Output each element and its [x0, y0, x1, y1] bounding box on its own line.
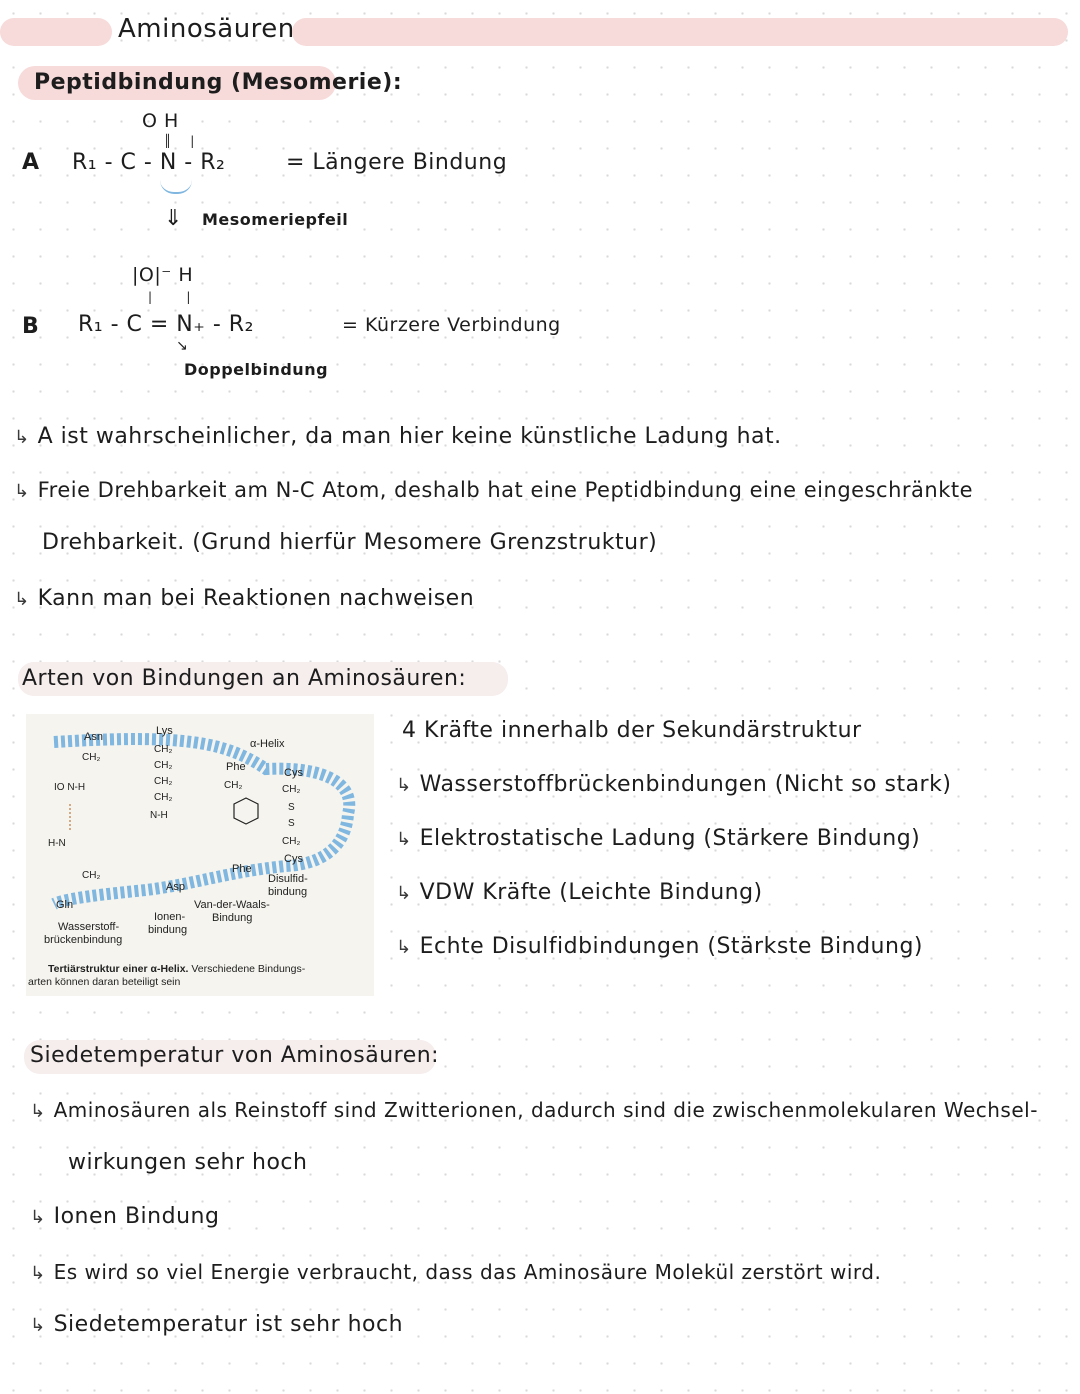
svg-text:N-H: N-H	[150, 810, 168, 821]
double-bond-pointer-icon: ↘	[176, 338, 188, 354]
structure-b-formula: R₁ - C = N₊ - R₂	[78, 312, 254, 337]
peptide-bullet-2: ↳ Freie Drehbarkeit am N-C Atom, deshalb hat eine Peptidbindung eine eingeschränkte	[14, 478, 974, 502]
mesomeric-arrow-label: Mesomeriepfeil	[202, 210, 349, 229]
header-highlight-right	[292, 18, 1068, 46]
residue-cys-1: Cys	[284, 767, 303, 779]
boiling-bullet-1: ↳ Aminosäuren als Reinstoff sind Zwitterionen, dadurch sind die zwischenmolekularen Wechsel-	[30, 1098, 1038, 1122]
svg-text:Tertiärstruktur einer α-Helix.	[48, 963, 306, 975]
structure-b-note: = Kürzere Verbindung	[342, 314, 561, 336]
label-hbond-2: brückenbindung	[44, 934, 123, 946]
helix-diagram	[26, 714, 374, 996]
arrow-icon: ↳	[14, 589, 30, 610]
residue-gln: Gln	[56, 899, 74, 911]
peptide-bullet-3: ↳ Kann man bei Reaktionen nachweisen	[14, 586, 475, 611]
bond-item-1: ↳ Wasserstoffbrückenbindungen (Nicht so stark)	[396, 772, 952, 797]
residue-asn: Asn	[84, 731, 103, 743]
boiling-bullet-4: ↳ Siedetemperatur ist sehr hoch	[30, 1312, 404, 1337]
bond-item-3: ↳ VDW Kräfte (Leichte Bindung)	[396, 880, 763, 905]
residue-phe-2: Phe	[232, 863, 252, 875]
residue-phe-1: Phe	[226, 761, 246, 773]
arrow-icon: ↳	[396, 775, 412, 796]
arrow-icon: ↳	[14, 481, 30, 502]
svg-text:S: S	[288, 818, 295, 829]
arrow-icon: ↳	[30, 1315, 46, 1336]
residue-cys-2: Cys	[284, 853, 303, 865]
figure-caption-line2: arten können daran beteiligt sein	[28, 976, 181, 988]
svg-text:CH₂: CH₂	[82, 870, 101, 881]
boiling-heading: Siedetemperatur von Aminosäuren:	[30, 1043, 440, 1068]
svg-text:H-N: H-N	[48, 838, 66, 849]
bond-item-4: ↳ Echte Disulfidbindungen (Stärkste Bindung)	[396, 934, 923, 959]
figure-caption-rest: Verschiedene Bindungs-	[188, 963, 306, 975]
peptide-heading: Peptidbindung (Mesomerie):	[34, 70, 403, 95]
figure-caption-bold: Tertiärstruktur einer α-Helix.	[48, 963, 189, 975]
residue-lys: Lys	[156, 725, 173, 737]
structure-b-top-atoms: |O|⁻ H	[132, 264, 194, 286]
structure-a-label: A	[22, 150, 40, 175]
boiling-bullet-3: ↳ Es wird so viel Energie verbraucht, dass das Aminosäure Molekül zerstört wird.	[30, 1260, 882, 1284]
structure-a-formula: R₁ - C - N - R₂	[72, 150, 226, 175]
electron-shift-arrow	[160, 176, 192, 194]
svg-text:S: S	[288, 802, 295, 813]
svg-text:CH₂: CH₂	[154, 776, 173, 787]
arrow-icon: ↳	[30, 1101, 46, 1122]
label-hbond-1: Wasserstoff-	[58, 921, 120, 933]
residue-asp: Asp	[166, 881, 185, 893]
label-vdw-1: Van-der-Waals-	[194, 899, 270, 911]
svg-text:CH₂: CH₂	[154, 792, 173, 803]
structure-a-top-atoms: O H	[142, 110, 179, 132]
arrow-icon: ↳	[396, 937, 412, 958]
single-bond-mark: | |	[148, 290, 191, 304]
double-bond-mark: ║ |	[164, 134, 195, 148]
header-highlight-left	[0, 18, 112, 46]
boiling-bullet-2: ↳ Ionen Bindung	[30, 1204, 220, 1229]
bonds-intro: 4 Kräfte innerhalb der Sekundärstruktur	[402, 718, 862, 743]
double-bond-label: Doppelbindung	[184, 360, 329, 379]
svg-text:CH₂: CH₂	[282, 836, 301, 847]
page-title: Aminosäuren	[118, 14, 295, 44]
label-ionic-1: Ionen-	[154, 911, 186, 923]
peptide-bullet-1: ↳ A ist wahrscheinlicher, da man hier keine künstliche Ladung hat.	[14, 424, 782, 449]
label-vdw-2: Bindung	[212, 912, 253, 924]
peptide-bullet-2-cont: Drehbarkeit. (Grund hierfür Mesomere Grenzstruktur)	[42, 530, 658, 555]
bond-item-2: ↳ Elektrostatische Ladung (Stärkere Bindung)	[396, 826, 921, 851]
label-disulfide-1: Disulfid-	[268, 873, 308, 885]
arrow-icon: ↳	[30, 1207, 46, 1228]
svg-text:CH₂: CH₂	[224, 780, 243, 791]
svg-text:CH₂: CH₂	[154, 760, 173, 771]
svg-text:CH₂: CH₂	[82, 752, 101, 763]
arrow-icon: ↳	[30, 1263, 46, 1284]
structure-a-note: = Längere Bindung	[286, 150, 508, 175]
arrow-icon: ↳	[396, 883, 412, 904]
structure-b-label: B	[22, 314, 40, 339]
bonds-heading: Arten von Bindungen an Aminosäuren:	[22, 666, 467, 691]
label-ionic-2: bindung	[148, 924, 188, 936]
svg-text:CH₂: CH₂	[282, 784, 301, 795]
arrow-icon: ↳	[14, 427, 30, 448]
phenyl-ring-icon	[234, 798, 258, 824]
arrow-icon: ↳	[396, 829, 412, 850]
label-disulfide-2: bindung	[268, 886, 308, 898]
tertiary-structure-figure	[26, 714, 374, 996]
mesomeric-arrow-icon: ⇓	[164, 206, 183, 231]
helix-label: α-Helix	[250, 738, 285, 750]
boiling-bullet-1-cont: wirkungen sehr hoch	[68, 1150, 308, 1175]
svg-text:IO N-H: IO N-H	[54, 782, 86, 793]
svg-text:CH₂: CH₂	[154, 744, 173, 755]
